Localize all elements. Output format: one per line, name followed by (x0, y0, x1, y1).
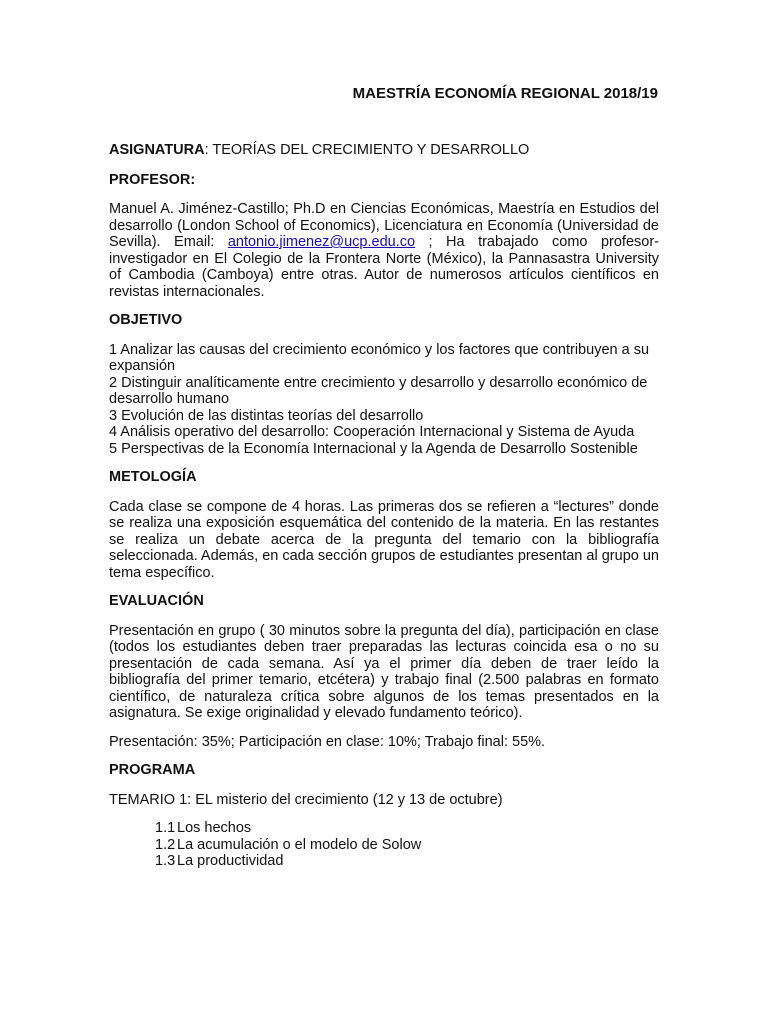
subtopic-label: Los hechos (177, 820, 252, 836)
program-subtopic (155, 853, 659, 870)
professor-email-link[interactable]: antonio.jimenez@ucp.edu.co (227, 234, 416, 250)
program-subtopic-list (109, 820, 659, 870)
subtopic-number: 1.3 (155, 853, 176, 869)
objective-item: 5 Perspectivas de la Economía Internacional y la Agenda de Desarrollo Sostenible (109, 440, 638, 457)
methodology-heading: METOLOGÍA (109, 469, 197, 485)
program-subtopic (155, 837, 659, 854)
methodology-text: Cada clase se compone de 4 horas. Las primeras dos se refieren a “lectures” donde se realiza una exposición esquemática del contenido de la materia. En las restantes se realiza un debate acerca de la pregunta del temario con la bibliografía seleccionada. Además, en cada sección grupos de estudiantes presentan al grupo un tema específico. (109, 498, 659, 581)
objective-list (109, 342, 659, 458)
subject-label: ASIGNATURA (109, 142, 205, 158)
objective-item: 3 Evolución de las distintas teorías del desarrollo (109, 407, 424, 424)
subtopic-number: 1.1 (155, 820, 176, 836)
objective-item: 2 Distinguir analíticamente entre crecimiento y desarrollo y desarrollo económico de desarrollo humano (109, 374, 648, 407)
document-body (109, 142, 659, 870)
professor-heading: PROFESOR: (109, 171, 196, 188)
evaluation-text: Presentación en grupo ( 30 minutos sobre la pregunta del día), participación en clase (todos los estudiantes deben traer preparadas las lecturas coincida esa o no su presentación de cada semana. Así ya el primer día deben de traer leído la bibliografía del primer temario, etcétera) y trabajo final (2.500 palabras en formato científico, de naturaleza crítica sobre algunos de los temas presentados en la asignatura. Se exige originalidad y elevado fundamento teórico). (109, 622, 659, 721)
professor-bio-text-continued: ; Ha trabajado como profesor-investigador en El Colegio de la Frontera Norte (México), la Pannasastra University of Cambodia (Camboya) entre otras. Autor de numerosos artículos científicos en revistas internacionales. (109, 234, 659, 300)
objective-heading: OBJETIVO (109, 312, 183, 328)
professor-bio (109, 201, 659, 300)
program-temario-1: TEMARIO 1: EL misterio del crecimiento (12 y 13 de octubre) (109, 791, 503, 808)
subtopic-number: 1.2 (155, 836, 176, 853)
objective-item: 1 Analizar las causas del crecimiento económico y los factores que contribuyen a su expansión (109, 341, 650, 374)
professor-bio-text: Manuel A. Jiménez-Castillo; Ph.D en Ciencias Económicas, Maestría en Estudios del desarrollo (London School of Economics), Licenciatura en Economía (Universidad de Sevilla). Email: (109, 201, 659, 250)
evaluation-heading: EVALUACIÓN (109, 593, 204, 609)
subtopic-label: La acumulación o el modelo de Solow (177, 836, 422, 853)
subject-value: : TEORÍAS DEL CRECIMIENTO Y DESARROLLO (204, 142, 530, 158)
subject-line (109, 142, 659, 159)
evaluation-weights: Presentación: 35%; Participación en clase: 10%; Trabajo final: 55%. (109, 733, 546, 750)
program-heading: PROGRAMA (109, 762, 196, 778)
subtopic-label: La productividad (177, 853, 284, 869)
objective-item: 4 Análisis operativo del desarrollo: Cooperación Internacional y Sistema de Ayuda (109, 424, 635, 440)
document-title: MAESTRÍA ECONOMÍA REGIONAL 2018/19 (352, 85, 658, 102)
program-subtopic (155, 820, 659, 837)
